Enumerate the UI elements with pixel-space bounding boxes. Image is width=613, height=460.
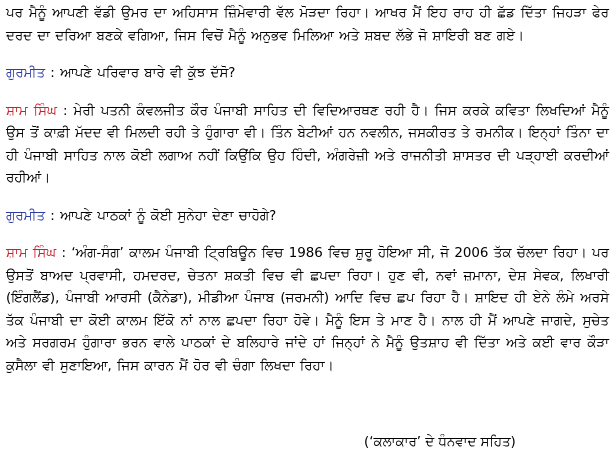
intro-paragraph (6, 3, 609, 48)
question-message (6, 206, 609, 229)
answer-text: : ਮੇਰੀ ਪਤਨੀ ਕੰਵਲਜੀਤ ਕੌਰ ਪੰਜਾਬੀ ਸਾਹਿਤ ਦੀ ਵਿਦਿਆਰਥਣ ਰਹੀ ਹੈ। ਜਿਸ ਕਰਕੇ ਕਵਿਤਾ ਲਿਖਦਿਆਂ ਮੈਨੂੰ ਉਸ ਤੋਂ ਕਾਫ਼ੀ ਮੱਦਦ ਵੀ ਮਿਲਦੀ ਰਹੀ ਤੇ ਹੁੰਗਾਰਾ ਵੀ। ਤਿੰਨ ਬੇਟੀਆਂ ਹਨ ਨਵਲੀਨ, ਜਸਕੀਰਤ ਤੇ ਰਮਨੀਕ। ਇਨ੍ਹਾਂ ਤਿੰਨਾ ਦਾ ਹੀ ਪੰਜਾਬੀ ਸਾਹਿਤ ਨਾਲ ਕੋਈ ਲਗਾਅ ਨਹੀਂ ਕਿਉਂਕਿ ਉਹ ਹਿੰਦੀ, ਅੰਗਰੇਜ਼ੀ ਅਤੇ ਰਾਜਨੀਤੀ ਸ਼ਾਸਤਰ ਦੀ ਪੜ੍ਹਾਈ ਕਰਦੀਆਂ ਰਹੀਆਂ। (6, 103, 609, 186)
question-text: : ਆਪਣੇ ਪਾਠਕਾਂ ਨੂੰ ਕੋਈ ਸੁਨੇਹਾ ਦੇਣਾ ਚਾਹੋਗੇ? (45, 208, 277, 224)
article-body (6, 3, 609, 378)
speaker-gurmeet: ਗੁਰਮੀਤ (6, 66, 46, 81)
speaker-sham-singh: ਸ਼ਾਮ ਸਿੰਘ (6, 246, 57, 261)
question-text: : ਆਪਣੇ ਪਰਿਵਾਰ ਬਾਰੇ ਵੀ ਕੁੱਝ ਦੱਸੋ? (45, 66, 236, 81)
credit-line: (‘ਕਲਾਕਾਰ’ ਦੇ ਧੰਨਵਾਦ ਸਹਿਤ) (364, 435, 516, 450)
answer-text: : ‘ਅੰਗ-ਸੰਗ’ ਕਾਲਮ ਪੰਜਾਬੀ ਟ੍ਰਿਬਿਊਨ ਵਿਚ 1986 ਵਿਚ ਸ਼ੁਰੂ ਹੋਇਆ ਸੀ, ਜੋ 2006 ਤੱਕ ਚੱਲਦਾ ਰਿਹਾ। ਪਰ ਉਸਤੋਂ ਬਾਅਦ ਪ੍ਰਵਾਸੀ, ਹਮਦਰਦ, ਚੇਤਨਾ ਸ਼ਕਤੀ ਵਿਚ ਵੀ ਛਪਦਾ ਰਿਹਾ। ਹੁਣ ਵੀ, ਨਵਾਂ ਜ਼ਮਾਨਾ, ਦੇਸ਼ ਸੇਵਕ, ਲਿਖਾਰੀ (ਇੰਗਲੈਂਡ), ਪੰਜਾਬੀ ਆਰਸੀ (ਕੈਨੇਡਾ), ਮੀਡੀਆ ਪੰਜਾਬ (ਜਰਮਨੀ) ਆਦਿ ਵਿਚ ਛਪ ਰਿਹਾ ਹੈ। ਸ਼ਾਇਦ ਹੀ ਏਨੇ ਲੰਮੇ ਅਰਸੇ ਤੱਕ ਪੰਜਾਬੀ ਦਾ ਕੋਈ ਕਾਲਮ ਇੱਕੋ ਨਾਂ ਨਾਲ ਛਪਦਾ ਰਿਹਾ ਹੋਵੇ। ਮੈਨੂੰ ਇਸ ਤੇ ਮਾਣ ਹੈ। ਨਾਲ ਹੀ ਮੈਂ ਆਪਣੇ ਜਾਗਦੇ, ਸੁਚੇਤ ਅਤੇ ਸਰਗਰਮ ਹੁੰਗਾਰਾ ਭਰਨ ਵਾਲੇ ਪਾਠਕਾਂ ਦੇ ਬਲਿਹਾਰੇ ਜਾਂਦੇ ਹਾਂ ਜਿਨ੍ਹਾਂ ਨੇ ਮੈਨੂੰ ਉਤਸ਼ਾਹ ਵੀ ਦਿੱਤਾ ਅਤੇ ਕਈ ਵਾਰ ਕੌੜਾ ਕੁਸੈਲਾ ਵੀ ਸੁਣਾਇਆ, ਜਿਸ ਕਾਰਨ ਮੈਂ ਹੋਰ ਵੀ ਚੰਗਾ ਲਿਖਦਾ ਰਿਹਾ। (6, 246, 609, 374)
paragraph-text: ਪਰ ਮੈਨੂੰ ਆਪਣੀ ਵੱਡੀ ਉਮਰ ਦਾ ਅਹਿਸਾਸ ਜ਼ਿੰਮੇਵਾਰੀ ਵੱਲ ਮੋੜਦਾ ਰਿਹਾ। ਆਖਰ ਮੈਂ ਇਹ ਰਾਹ ਹੀ ਛੱਡ ਦਿੱਤਾ ਜਿਹੜਾ ਫੇਰ ਦਰਦ ਦਾ ਦਰਿਆ ਬਣਕੇ ਵਗਿਆ, ਜਿਸ ਵਿਚੋਂ ਮੈਨੂੰ ਅਨੁਭਵ ਮਿਲਿਆ ਅਤੇ ਸ਼ਬਦ ਲੱਭੇ ਜੋ ਸ਼ਾਇਰੀ ਬਣ ਗਏ। (6, 6, 609, 44)
speaker-sham-singh: ਸ਼ਾਮ ਸਿੰਘ (6, 103, 57, 119)
answer-family (6, 101, 609, 191)
speaker-gurmeet: ਗੁਰਮੀਤ (6, 208, 46, 224)
answer-message (6, 243, 609, 378)
question-family (6, 63, 609, 86)
